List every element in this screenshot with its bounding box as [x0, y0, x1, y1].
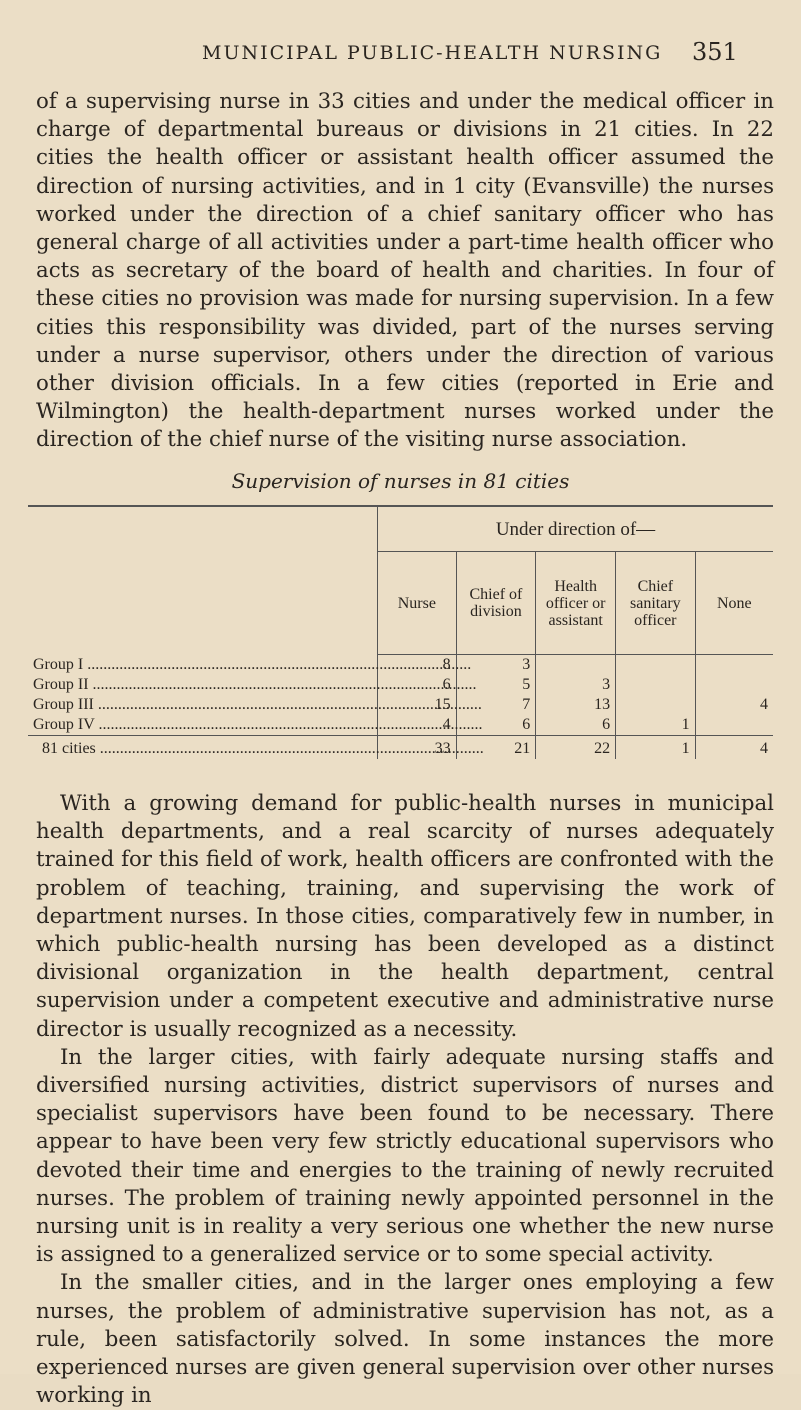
paragraph: With a growing demand for public-health nurses in municipal health departments, and a real scarcity of nurses adequately trained for this field of work, health officers are confronted with the problem of teaching, training, and supervising the work of department nurses. In those cities, comparatively few in number, in which public-health nursing has been developed as a distinct divisional organization in the health department, central supervision under a competent executive and administrative nurse director is usually recognized as a necessity. — [36, 791, 774, 1042]
cell — [616, 655, 696, 676]
table-row — [28, 715, 773, 736]
cell: 4 — [695, 736, 773, 760]
cell: 21 — [456, 736, 536, 760]
column-header: Chief of division — [456, 552, 536, 655]
row-label: Group II ..... — [33, 676, 363, 694]
column-header: None — [695, 552, 773, 655]
cell — [695, 675, 773, 695]
cell — [536, 655, 616, 676]
group-header: Under direction of— — [378, 506, 774, 552]
cell — [616, 675, 696, 695]
body-text — [36, 790, 774, 1410]
cell: 6 — [378, 675, 457, 695]
cell: 4 — [378, 715, 457, 736]
row-label: Group IV ..... — [33, 716, 363, 734]
cell: 3 — [456, 655, 536, 676]
cell: 8 — [378, 655, 457, 676]
cell — [695, 655, 773, 676]
cell: 3 — [536, 675, 616, 695]
cell — [616, 695, 696, 715]
cell: 13 — [536, 695, 616, 715]
cell — [695, 715, 773, 736]
page-number: 351 — [692, 38, 738, 66]
column-header: Nurse — [378, 552, 457, 655]
running-title: MUNICIPAL PUBLIC-HEALTH NURSING — [202, 42, 663, 64]
row-label: Group I ..... — [33, 656, 363, 674]
paragraph: of a supervising nurse in 33 cities and under the medical officer in charge of departmental bureaus or divisions in 21 cities. In 22 cities the health officer or assistant health officer assumed the direction of nursing activities, and in 1 city (Evansville) the nurses worked under the direction of a chief sanitary officer who has general charge of all activities under a part-time health officer who acts as secretary of the board of health and charities. In four of these cities no provision was made for nursing supervision. In a few cities this responsibility was divided, part of the nurses serving under a nurse supervisor, others under the direction of various other division officials. In a few cities (reported in Erie and Wilmington) the health-department nurses worked under the direction of the chief nurse of the visiting nurse association. — [36, 89, 774, 453]
paragraph: In the smaller cities, and in the larger ones employing a few nurses, the problem of administrative supervision has not, as a rule, been satisfactorily solved. In some instances the more experienced nurses are given general supervision over other nurses working in — [36, 1270, 774, 1409]
paragraph: In the larger cities, with fairly adequate nursing staffs and diversified nursing activities, district supervisors of nurses and specialist supervisors have been found to be necessary. There appear to have been very few strictly educational supervisors who devoted their time and energies to the training of newly recruited nurses. The problem of training newly appointed personnel in the nursing unit is in reality a very serious one whether the new nurse is assigned to a generalized service or to some special activity. — [36, 1044, 774, 1268]
cell: 1 — [616, 736, 696, 760]
cell: 15 — [378, 695, 457, 715]
table-row — [28, 695, 773, 715]
row-label: Group III ..... — [33, 696, 363, 714]
cell: 7 — [456, 695, 536, 715]
cell: 5 — [456, 675, 536, 695]
table-row — [28, 655, 773, 676]
cell: 33 — [378, 736, 457, 760]
cell: 22 — [536, 736, 616, 760]
row-label: 81 cities ..... — [42, 740, 372, 758]
cell: 6 — [536, 715, 616, 736]
column-header: Chief sanitary officer — [616, 552, 696, 655]
table-caption: Supervision of nurses in 81 cities — [231, 469, 570, 493]
cell: 4 — [695, 695, 773, 715]
supervision-table — [28, 505, 773, 759]
column-header: Health officer or assistant — [536, 552, 616, 655]
total-row — [28, 736, 773, 760]
table-row — [28, 675, 773, 695]
cell: 1 — [616, 715, 696, 736]
cell: 6 — [456, 715, 536, 736]
